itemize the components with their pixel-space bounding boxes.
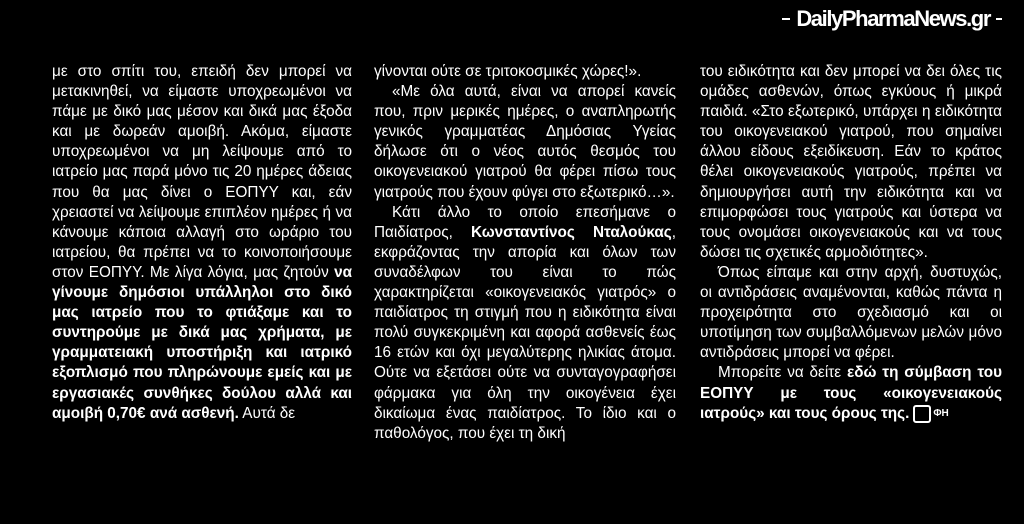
text-run: με στο σπίτι του, επειδή δεν μπορεί να μετακινηθεί, να είμαστε υποχρεωμένοι να πάμε με δικό μας μέσον και δικά μας έξοδα και με δωρεάν αμοιβή. Ακόμα, είμαστε υποχρεωμένοι να μη λείψουμε από το ιατρείο μας παρά μόνο τις 20 ημέρες άδειας που θα μας δίνει ο ΕΟΠΥΥ και, εάν χρειαστεί να λείψουμε επιπλέον ημέρες ή να κάνουμε κάποια αλλαγή στο ωράριο του ιατρείου, θα πρέπει να το κοινοποιήσουμε στον ΕΟΠΥΥ. Με λίγα λόγια, μας ζητούν	[52, 63, 352, 281]
contract-link-text[interactable]: εδώ τη σύμβαση του ΕΟΠΥΥ με τους «οικογενειακούς ιατρούς» και τους όρους της.	[700, 364, 1002, 422]
bold-text: να γίνουμε δημόσιοι υπάλληλοι στο δικό μας ιατρείο που το φτιάξαμε και το συντηρούμε με δικά μας χρήματα, με γραμματειακή υποστήριξη και ιατρικό εξοπλισμό που πληρώνουμε εμείς και με εργασιακές συνθήκες δούλου αλλά και αμοιβή 0,70€ ανά ασθενή.	[52, 263, 352, 422]
article-column-2	[374, 62, 676, 444]
text-run: Αυτά δε	[238, 404, 296, 422]
brand-logo: DailyPharmaNews.gr	[796, 6, 990, 31]
paragraph	[700, 363, 1002, 423]
header-rule-right	[996, 18, 1002, 20]
paragraph	[52, 62, 352, 424]
article-column-3	[700, 62, 1002, 424]
paragraph: του ειδικότητα και δεν μπορεί να δει όλες τις ομάδες ασθενών, όπως εγκύους ή μικρά παιδιά. «Στο εξωτερικό, υπάρχει η ειδικότητα του οικογενειακού γιατρού, που σημαίνει άλλου είδους εξειδίκευση. Εάν το κράτος θέλει οικογενειακούς γιατρούς, πρέπει να δημιουργήσει αυτή την ειδικότητα και να επιμορφώσει τους γιατρούς και ύστερα να τους ονομάσει οικογενειακούς και να τους δώσει τις σχετικές αρμοδιότητες».	[700, 63, 1002, 261]
paragraph: γίνονται ούτε σε τριτοκοσμικές χώρες!».	[374, 63, 642, 80]
header	[782, 6, 1002, 32]
text-run: Μπορείτε να δείτε	[718, 364, 847, 382]
text-run: Κάτι άλλο το οποίο επεσήμανε ο Παιδίατρος,	[374, 203, 676, 241]
article-column-1	[52, 62, 352, 424]
end-mark-icon: ΦΗ	[913, 405, 931, 423]
paragraph	[374, 203, 676, 444]
paragraph: «Με όλα αυτά, είναι να απορεί κανείς που, πριν μερικές ημέρες, ο αναπληρωτής γενικός γραμματέας Δημόσιας Υγείας δήλωσε ότι ο νέος αυτός θεσμός του οικογενειακού γιατρού θα φέρει πίσω τους γιατρούς που έχουν φύγει στο εξωτερικό…».	[374, 83, 676, 201]
header-rule-left	[782, 18, 790, 20]
paragraph: Όπως είπαμε και στην αρχή, δυστυχώς, οι αντιδράσεις αναμένονται, καθώς πάντα η προχειρότητα στο σχεδιασμό και οι υποτίμηση των συμβαλλόμενων μελών μόνο αντιδράσεις μπορεί να φέρει.	[700, 263, 1002, 362]
person-name: Κωνσταντίνος Νταλούκας	[471, 223, 672, 241]
text-run: , εκφράζοντας την απορία και όλων των συναδέλφων του είναι το πώς χαρακτηρίζεται «οικογενειακός γιατρός» ο παιδίατρος τη στιγμή που η ειδικότητα είναι πολύ συγκεκριμένη και αφορά ασθενείς έως 16 ετών και όχι μεγαλύτερης ηλικίας άτομα. Ούτε να εξετάσει ούτε να συνταγογραφήσει φάρμακα για όλη την οικογένεια έχει δικαίωμα ένας παιδίατρος. Το ίδιο και ο παθολόγος, που έχει τη δική	[374, 223, 676, 442]
